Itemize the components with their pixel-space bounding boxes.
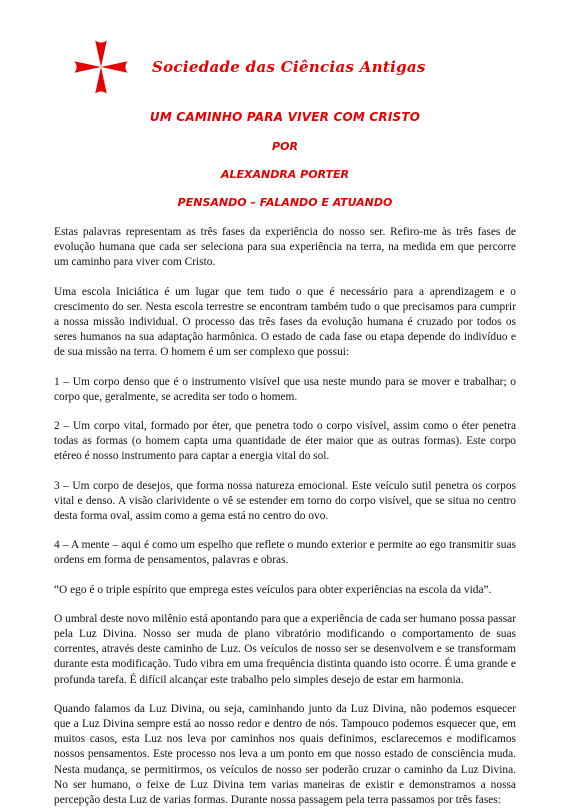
paragraph: 1 – Um corpo denso que é o instrumento visível que usa neste mundo para se mover e trabalhar; o corpo que, geralmente, se acredita ser todo o homem. bbox=[54, 375, 516, 403]
paragraph: O umbral deste novo milênio está apontando para que a experiência de cada ser humano possa passar pela Luz Divina. Nosso ser muda de plano vibratório modificando o comportamento de suas correntes, através deste caminho de Luz. Os veículos de nosso ser se desenvolvem e se transformam durante esta modificação. Tudo vibra em uma frequência distinta quando isto ocorre. É uma grande e profunda tarefa. É difícil alcançar este trabalho pelo simples desejo de estar em harmonia. bbox=[54, 612, 516, 686]
red-cross-patee-icon bbox=[72, 38, 130, 96]
by-label: POR bbox=[272, 140, 298, 153]
paragraph: Estas palavras representam as três fases da experiência do nosso ser. Refiro-me às três fases de evolução humana que cada ser seleciona para sua experiência na terra, na medida em que percorre um caminho para viver com Cristo. bbox=[54, 226, 516, 269]
document-subtitle: PENSANDO – FALANDO E ATUANDO bbox=[177, 196, 393, 209]
paragraph: 3 – Um corpo de desejos, que forma nossa natureza emocional. Este veículo sutil penetra os corpos vital e denso. A visão clarividente o vê se estender em torno do corpo visível, que se situa no centro desta forma oval, assim como a gema está no centro do ovo. bbox=[54, 479, 516, 523]
paragraph: 2 – Um corpo vital, formado por éter, que penetra todo o corpo visível, assim como o éter penetra todas as formas (o homem capta uma quantidade de éter maior que as outras formas). Este corpo etéreo é nosso instrumento para captar a energia vital do sol. bbox=[54, 420, 516, 463]
page-header bbox=[72, 38, 532, 98]
document-title: UM CAMINHO PARA VIVER COM CRISTO bbox=[149, 110, 421, 124]
document-body bbox=[54, 225, 516, 808]
author-name: ALEXANDRA PORTER bbox=[220, 168, 350, 181]
paragraph: Uma escola Iniciática é um lugar que tem tudo o que é necessário para a aprendizagem e o crescimento do ser. Nesta escola terrestre se encontram também tudo o que precisamos para cumprir a nossa missão individual. O processo das três fases da evolução humana é cruzado por todos os seres humanos na sua adaptação harmônica. O estado de cada fase ou etapa depende do indivíduo e de sua missão na terra. O homem é um ser complexo que possui: bbox=[54, 285, 516, 359]
paragraph: 4 – A mente – aqui é como um espelho que reflete o mundo exterior e permite ao ego transmitir suas ordens em forma de pensamentos, palavras e obras. bbox=[54, 539, 516, 567]
paragraph: Quando falamos da Luz Divina, ou seja, caminhando junto da Luz Divina, não podemos esquecer que a Luz Divina sempre está ao nosso redor e dentro de nós. Tampouco podemos esquecer que, em muitos casos, esta Luz nos leva por caminhos nos quais definimos, esclarecemos e modificamos nossos pensamentos. Este processo nos leva a um ponto em que nosso estado de consciência muda. Nesta mudança, se permitirmos, os veículos de nosso ser poderão cruzar o caminho da Luz Divina. No ser humano, o feixe de Luz Divina tem varias maneiras de existir e demonstramos a nossa percepção desta Luz de varias formas. Durante nossa passagem pela terra passamos por três fases: bbox=[54, 702, 516, 807]
society-name: Sociedade das Ciências Antigas bbox=[152, 58, 426, 76]
quote-paragraph: “O ego é o triple espírito que emprega estes veículos para obter experiências na escola da vida”. bbox=[54, 583, 492, 596]
